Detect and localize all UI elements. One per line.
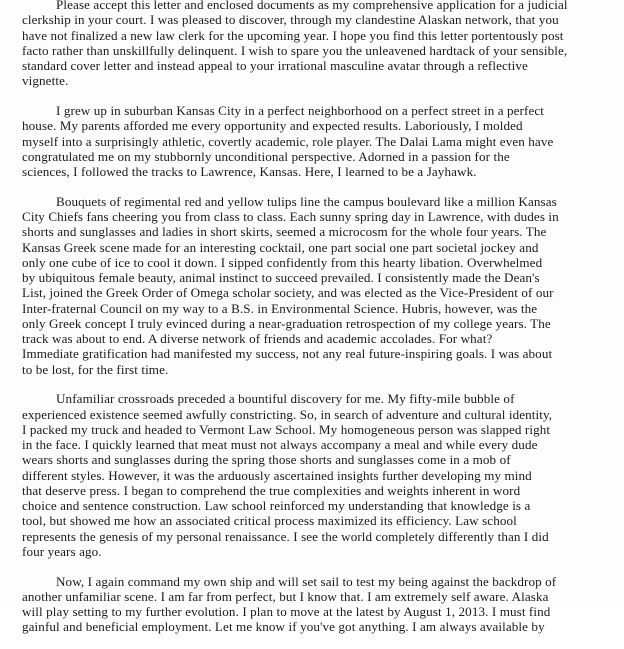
letter-text-line: choice and sentence construction. Law school reinforced my understanding that knowledge is a <box>22 498 531 513</box>
letter-text-line: vignette. <box>22 73 69 89</box>
letter-text-line: will play setting to my further evolution. I plan to move at the latest by August 1, 2013. I must find <box>22 604 551 619</box>
letter-text-line: another unfamiliar scene. I am far from perfect, but I know that. I am extremely self aware. Alaska <box>22 588 549 604</box>
letter-text-line: in the face. I quickly learned that meat must not always accompany a meal and while every dude <box>22 437 538 452</box>
letter-text-line: sciences, I followed the tracks to Lawrence, Kansas. Here, I learned to be a Jayhawk. <box>22 164 477 179</box>
letter-text-line: List, joined the Greek Order of Omega scholar society, and was elected as the Vice-President of our <box>22 285 554 301</box>
paragraph-kansas-city-upbringing <box>22 103 610 179</box>
letter-text-line: track was about to end. A diverse network of friends and academic accolades. For what? <box>22 331 493 346</box>
letter-text-line: represents the genesis of my personal renaissance. I see the world completely differently than I did <box>22 528 549 544</box>
letter-text-line: clerkship in your court. I was pleased to discover, through my clandestine Alaskan network, that you <box>22 12 559 28</box>
letter-text-line: experienced existence seemed awfully constricting. So, in search of adventure and cultural identity, <box>22 406 553 422</box>
letter-text-line: City Chiefs fans cheering you from class to class. Each sunny spring day in Lawrence, with dudes in <box>22 209 559 224</box>
letter-text-line: Unfamiliar crossroads preceded a bountiful discovery for me. My fifty-mile bubble of <box>56 391 515 407</box>
letter-text-line: Bouquets of regimental red and yellow tulips line the campus boulevard like a million Kansas <box>56 193 557 209</box>
letter-text-line: myself into a surprisingly athletic, covertly academic, role player. The Dalai Lama might even have <box>22 133 554 149</box>
letter-text-line: wears shorts and sunglasses during the spring those shorts and sunglasses come in a mob of <box>22 452 511 468</box>
paragraph-law-school <box>22 391 610 559</box>
letter-text-line: by ubiquitous female beauty, animal instinct to succeed prevailed. I consistently made the Dean's <box>22 270 540 285</box>
letter-text-line: different styles. However, it was the arduously ascertained insights further developing my mind <box>22 467 532 483</box>
letter-text-line: tool, but showed me how an associated critical process maximized its efficiency. Law school <box>22 513 517 529</box>
cover-letter-body <box>22 0 610 649</box>
letter-text-line: Immediate gratification had manifested my success, not any real future-inspiring goals. I was about <box>22 346 553 362</box>
letter-text-line: I packed my truck and headed to Vermont Law School. My homogeneous person was slapped right <box>22 421 551 437</box>
letter-text-line: gainful and beneficial employment. Let me know if you've got anything. I am always available by <box>22 619 545 635</box>
letter-text-line: standard cover letter and instead appeal to your irrational masculine avatar through a reflective <box>22 58 528 73</box>
letter-text-line: house. My parents afforded me every opportunity and expected results. Laboriously, I molded <box>22 118 523 134</box>
letter-text-line: to be lost, for the first time. <box>22 361 169 377</box>
letter-text-line: four years ago. <box>22 543 102 559</box>
paragraph-alaska-plans <box>22 574 610 635</box>
letter-text-line: congratulated me on my stubbornly unconditional perspective. Adorned in a passion for the <box>22 148 510 164</box>
letter-text-line: facto rather than unskillfully delinquent. I wish to spare you the unleavened hardtack of your sensible, <box>22 42 568 58</box>
letter-text-line: shorts and sunglasses and ladies in short skirts, seemed a microcosm for the whole four years. The <box>22 224 547 240</box>
paragraph-application-intro <box>22 0 610 89</box>
letter-text-line: that deserve press. I began to comprehend the true complexities and weights inherent in word <box>22 482 521 498</box>
letter-text-line: only one cube of ice to cool it down. I sipped confidently from this hearty libation. Overwhelmed <box>22 254 543 270</box>
letter-text-line: Kansas Greek scene made for an interesting cocktail, one part social one part societal jockey and <box>22 239 539 255</box>
letter-text-line: Inter-fraternal Council on my way to a B.S. in Environmental Science. Hubris, however, was the <box>22 300 538 316</box>
letter-text-line: Please accept this letter and enclosed documents as my comprehensive application for a judicial <box>56 0 568 12</box>
paragraph-college-years <box>22 194 610 377</box>
letter-text-line: have not finalized a new law clerk for the upcoming year. I hope you find this letter portentously post <box>22 27 564 43</box>
letter-text-line: only Greek concept I truly evinced during a near-graduation retrospection of my college years. The <box>22 315 551 331</box>
letter-text-line: Now, I again command my own ship and will set sail to test my being against the backdrop of <box>56 573 557 589</box>
letter-text-line: I grew up in suburban Kansas City in a perfect neighborhood on a perfect street in a perfect <box>56 103 545 118</box>
